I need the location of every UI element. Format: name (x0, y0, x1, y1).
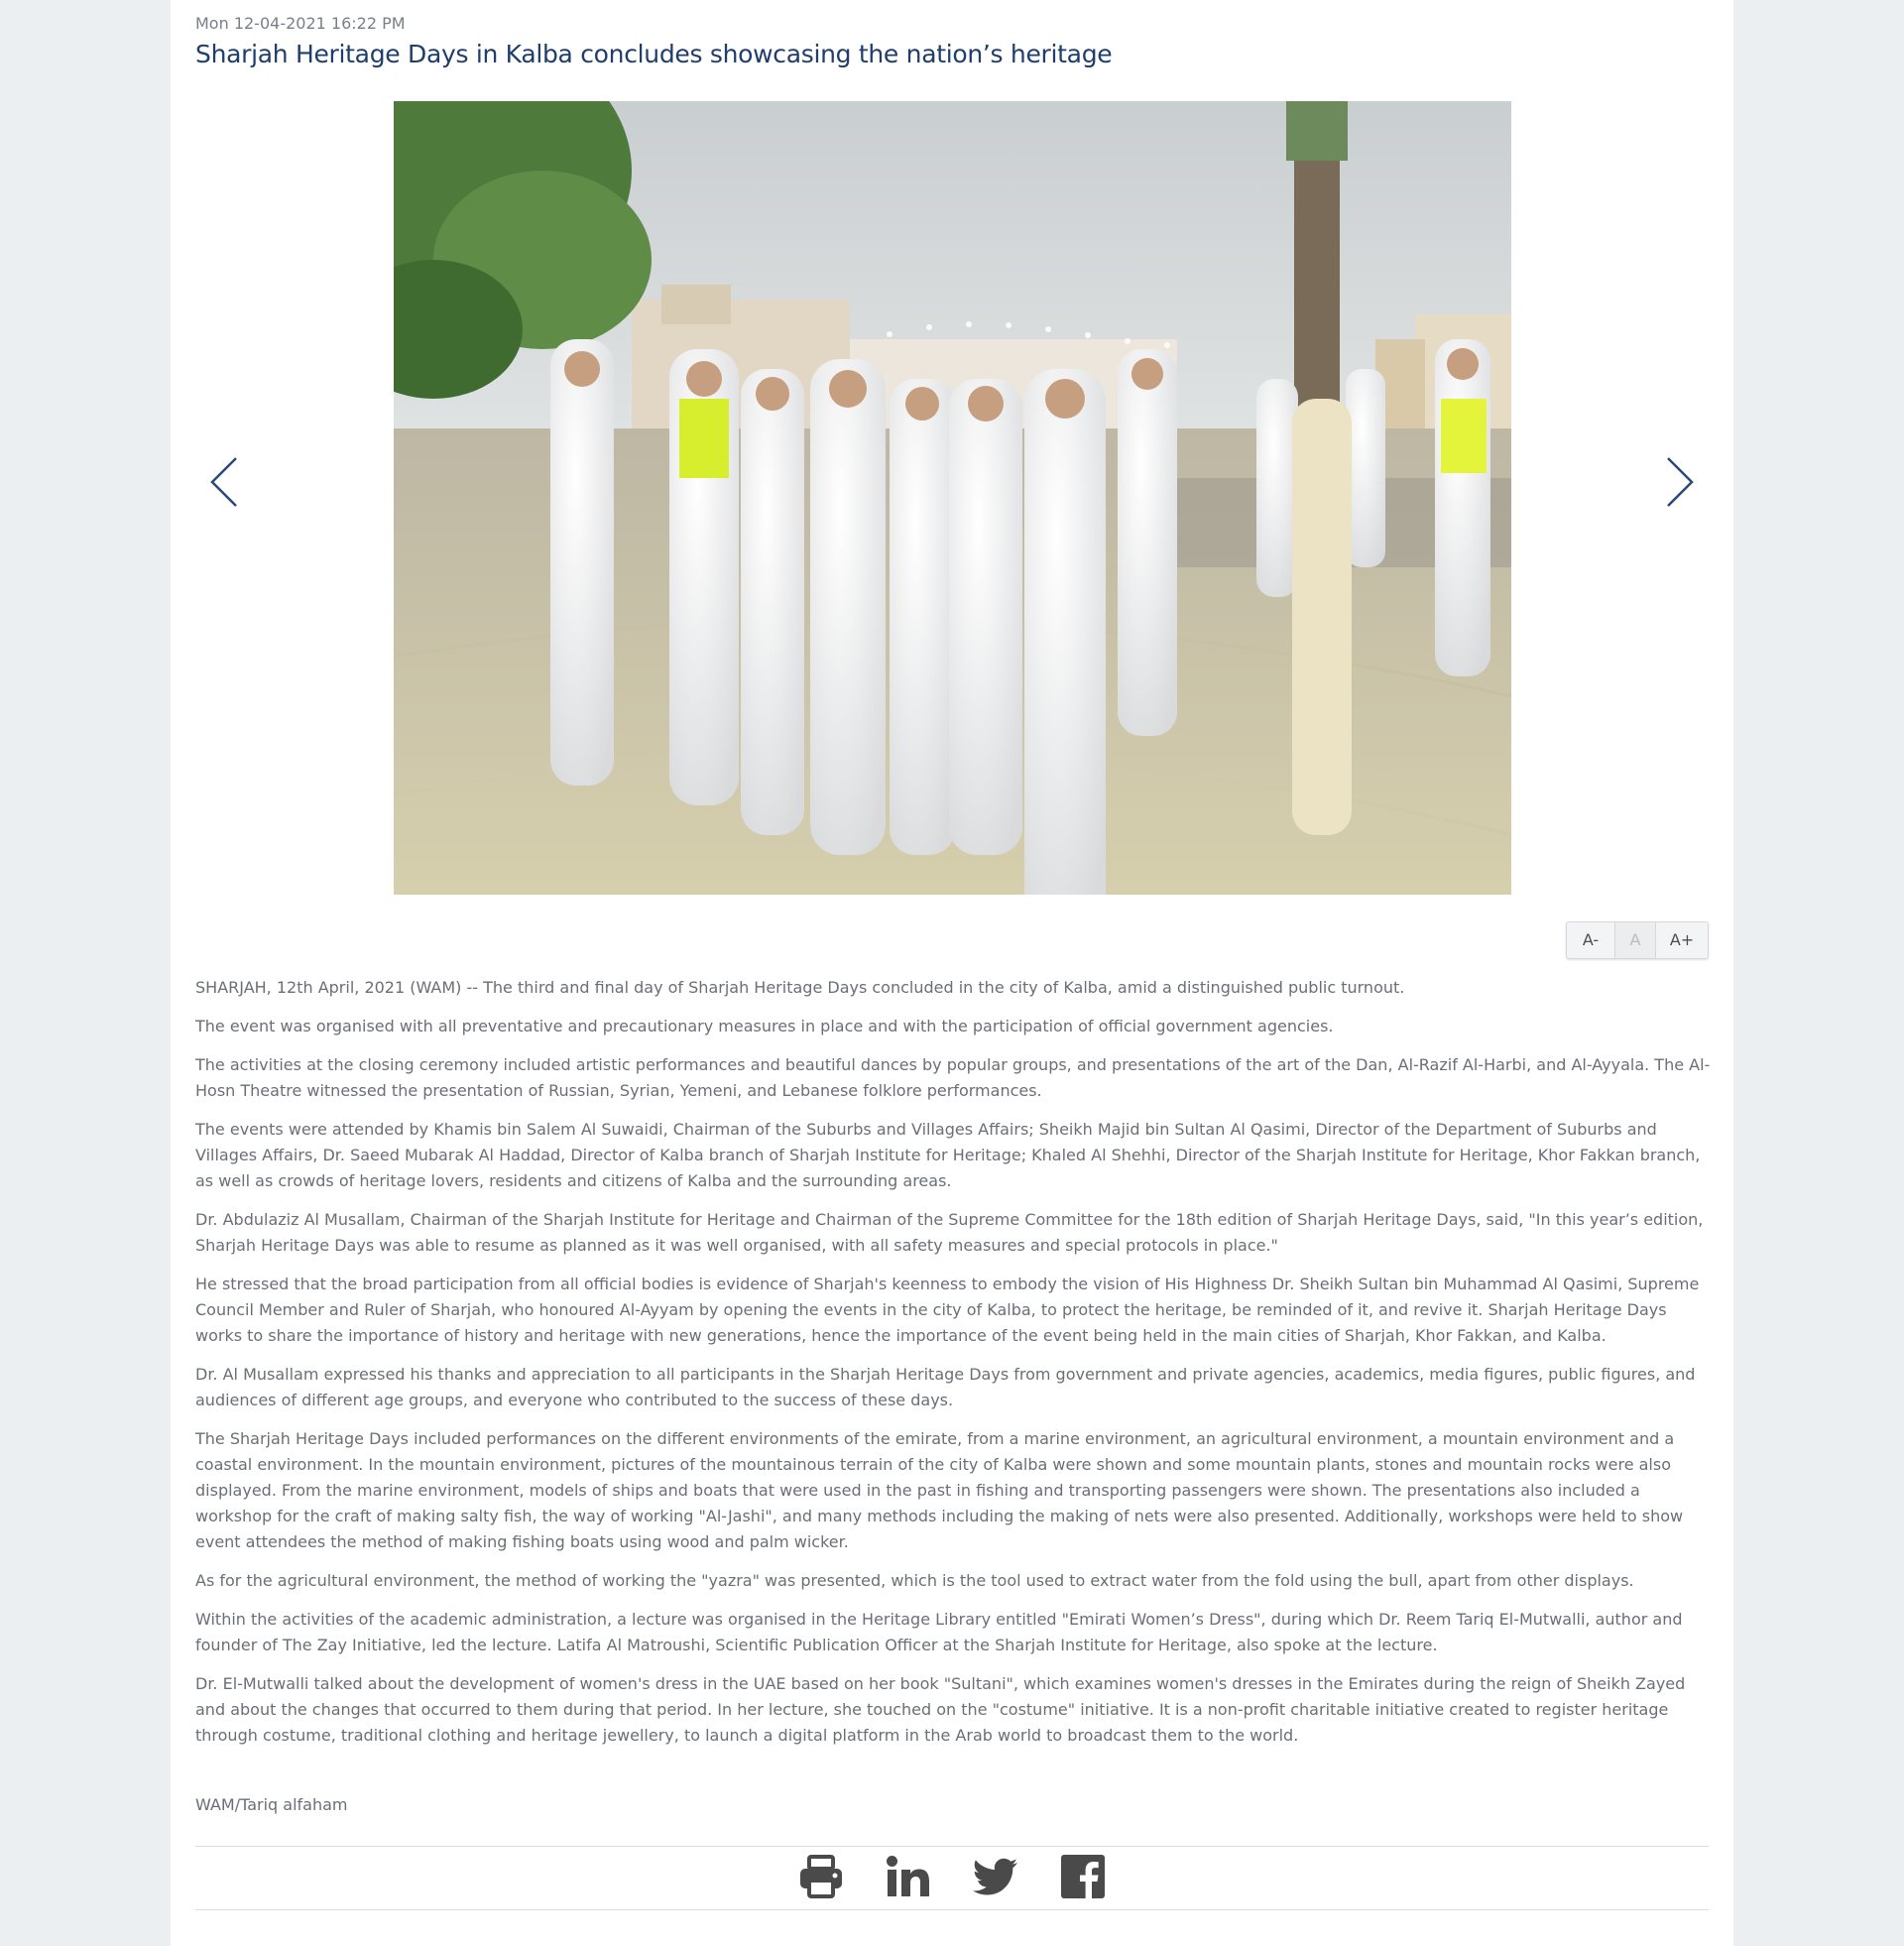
article-body (195, 975, 1711, 1762)
twitter-icon (972, 1853, 1019, 1900)
facebook-share-button[interactable] (1059, 1853, 1107, 1900)
font-decrease-button[interactable]: A- (1567, 922, 1615, 958)
article-paragraph: The Sharjah Heritage Days included performances on the different environments of the emirate, from a marine environment, an agricultural environment, a mountain environment and a coastal environment. In the mountain environment, pictures of the mountainous terrain of the city of Kalba were shown and some mountain plants, stones and mountain rocks were also displayed. From the marine environment, models of ships and boats that were used in the past in fishing and transporting passengers were shown. The presentations also included a workshop for the craft of making salty fish, the way of working "Al-Jashi", and many methods including the making of nets were also presented. Additionally, workshops were held to show event attendees the method of making fishing boats using wood and palm wicker. (195, 1429, 1684, 1551)
article-title: Sharjah Heritage Days in Kalba concludes showcasing the nation’s heritage (195, 40, 1113, 68)
article-paragraph: Dr. Al Musallam expressed his thanks and appreciation to all participants in the Sharjah Heritage Days from government and private agencies, academics, media figures, public figures, and audiences of different age groups, and everyone who contributed to the success of these days. (195, 1365, 1696, 1409)
article-page (171, 0, 1733, 1946)
divider (195, 1846, 1709, 1847)
article-paragraph: Within the activities of the academic administration, a lecture was organised in the Heritage Library entitled "Emirati Women’s Dress", during which Dr. Reem Tariq El-Mutwalli, author and founder of The Zay Initiative, led the lecture. Latifa Al Matroushi, Scientific Publication Officer at the Sharjah Institute for Heritage, also spoke at the lecture. (195, 1610, 1683, 1654)
article-paragraph: The event was organised with all preventative and precautionary measures in place and with the participation of official government agencies. (195, 1017, 1334, 1035)
facebook-icon (1059, 1853, 1107, 1900)
font-reset-button[interactable]: A (1615, 922, 1656, 958)
divider (195, 1909, 1709, 1910)
article-paragraph: He stressed that the broad participation from all official bodies is evidence of Sharjah's keenness to embody the vision of His Highness Dr. Sheikh Sultan bin Muhammad Al Qasimi, Supreme Council Member and Ruler of Sharjah, who honoured Al-Ayyam by opening the events in the city of Kalba, to protect the heritage, be reminded of it, and revive it. Sharjah Heritage Days works to share the importance of history and heritage with new generations, hence the importance of the event being held in the main cities of Sharjah, Khor Fakkan, and Kalba. (195, 1275, 1700, 1345)
twitter-share-button[interactable] (972, 1853, 1019, 1900)
article-paragraph: The events were attended by Khamis bin Salem Al Suwaidi, Chairman of the Suburbs and Villages Affairs; Sheikh Majid bin Sultan Al Qasimi, Director of the Department of Suburbs and Villages Affairs, Dr. Saeed Mubarak Al Haddad, Director of Kalba branch of Sharjah Institute for Heritage; Khaled Al Shehhi, Director of the Sharjah Institute for Heritage, Khor Fakkan branch, as well as crowds of heritage lovers, residents and citizens of Kalba and the surrounding areas. (195, 1120, 1701, 1190)
article-paragraph: Dr. El-Mutwalli talked about the development of women's dress in the UAE based on her book "Sultani", which examines women's dresses in the Emirates during the reign of Sheikh Zayed and about the changes that occurred to them during that period. In her lecture, she touched on the "costume" initiative. It is a non-profit charitable initiative created to register heritage through costume, traditional clothing and heritage jewellery, to launch a digital platform in the Arab world to broadcast them to the world. (195, 1674, 1686, 1745)
chevron-right-icon (1654, 450, 1704, 514)
share-bar (171, 1853, 1733, 1904)
linkedin-icon (885, 1853, 932, 1900)
print-icon (797, 1853, 845, 1900)
linkedin-share-button[interactable] (885, 1853, 932, 1900)
article-paragraph: Dr. Abdulaziz Al Musallam, Chairman of the Sharjah Institute for Heritage and Chairman of the Supreme Committee for the 18th edition of Sharjah Heritage Days, said, "In this year’s edition, Sharjah Heritage Days was able to resume as planned as it was well organised, with all safety measures and special protocols in place." (195, 1210, 1704, 1255)
chevron-left-icon (200, 450, 250, 514)
font-size-controls (1566, 921, 1709, 959)
carousel-prev-button[interactable] (200, 450, 250, 514)
article-paragraph: The activities at the closing ceremony included artistic performances and beautiful dances by popular groups, and presentations of the art of the Dan, Al-Razif Al-Harbi, and Al-Ayyala. The Al-Hosn Theatre witnessed the presentation of Russian, Syrian, Yemeni, and Lebanese folklore performances. (195, 1055, 1711, 1100)
carousel-next-button[interactable] (1654, 450, 1704, 514)
photo-credit: WAM/Tariq alfaham (195, 1795, 348, 1814)
article-date: Mon 12-04-2021 16:22 PM (195, 14, 406, 33)
article-photo (394, 101, 1511, 895)
article-paragraph: As for the agricultural environment, the method of working the "yazra" was presented, which is the tool used to extract water from the fold using the bull, apart from other displays. (195, 1571, 1634, 1590)
article-paragraph: SHARJAH, 12th April, 2021 (WAM) -- The third and final day of Sharjah Heritage Days concluded in the city of Kalba, amid a distinguished public turnout. (195, 978, 1405, 997)
font-increase-button[interactable]: A+ (1656, 922, 1708, 958)
print-button[interactable] (797, 1853, 845, 1900)
image-carousel (171, 101, 1733, 895)
